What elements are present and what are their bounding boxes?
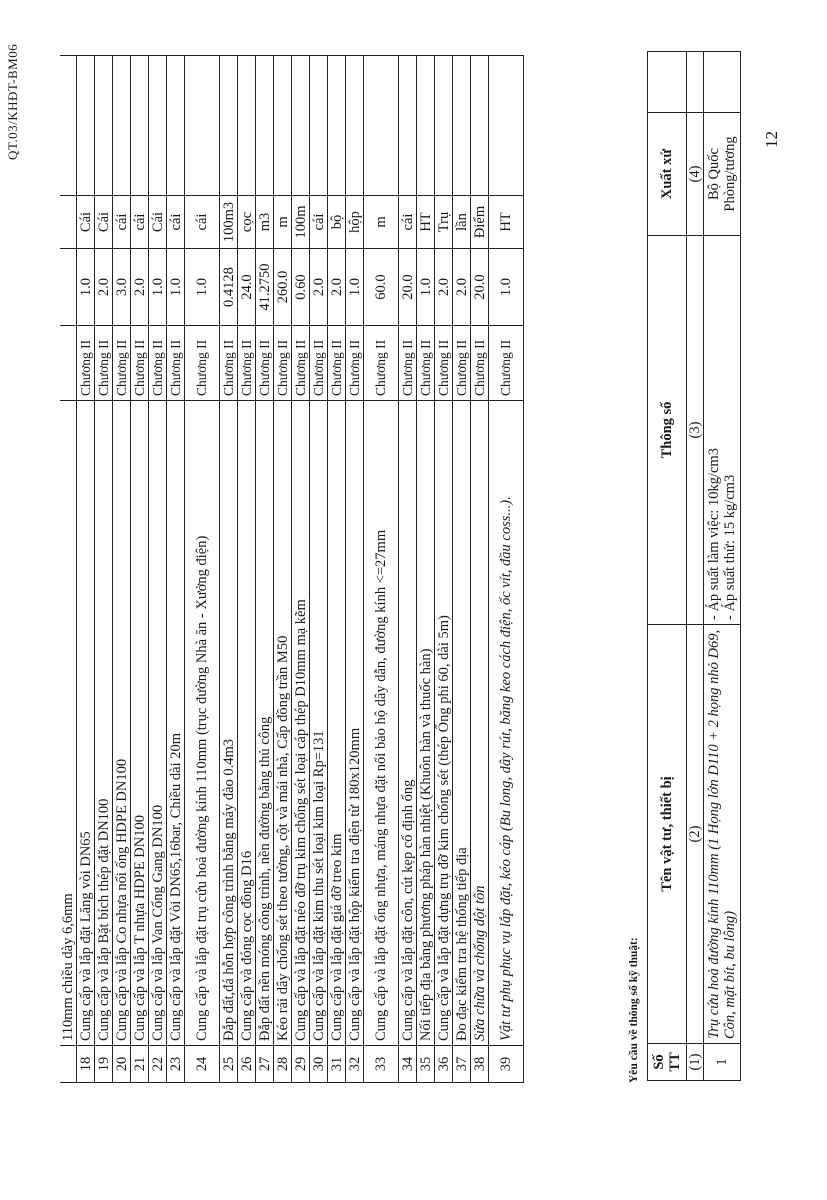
row-chapter: Chương II: [489, 326, 524, 401]
spec-row-param-1: - Áp suất làm việc: 10kg/cm3: [706, 448, 722, 620]
row-quantity: 60.0: [364, 249, 399, 326]
row-description: Cung cấp và đóng cọc đồng D16: [238, 401, 256, 1046]
row-chapter: Chương II: [435, 326, 453, 401]
row-number: 22: [149, 1046, 167, 1083]
row-number: 18: [77, 1046, 95, 1083]
row-unit: HT: [489, 196, 524, 249]
row-filler: [346, 56, 364, 196]
table-row: [328, 56, 346, 1083]
row-filler: [149, 56, 167, 196]
table-row: [453, 56, 471, 1083]
row-description: Cung cấp và lắp đặt dựng trụ đỡ kim chống sét (thép Ống phi 60, dài 5m): [435, 401, 453, 1046]
table-row: [238, 56, 256, 1083]
row-chapter: Chương II: [113, 326, 131, 401]
row-description: Cung cấp và lắp đặt néo đỡ trụ kim chống sét loại cáp thép D10mm mạ kẽm: [292, 401, 310, 1046]
row-filler: [131, 56, 149, 196]
row-quantity: 2.0: [453, 249, 471, 326]
row-description: Vật tư phụ phục vụ lắp đặt, kéo cáp (Bu long, dây rút, băng keo cách điện, ốc vít, đầu coss...).: [489, 401, 524, 1046]
table-row: [310, 56, 328, 1083]
row-chapter: Chương II: [328, 326, 346, 401]
spec-row-num: 1: [704, 1044, 741, 1081]
row-quantity: 2.0: [131, 249, 149, 326]
row-filler: [274, 56, 292, 196]
row-description: Đắp đất,đá hỗn hợp công trình bằng máy đào 0.4m3: [220, 401, 238, 1046]
spec-header-params: Thông số: [648, 236, 687, 625]
table-row: [149, 56, 167, 1083]
row-quantity: 260.0: [274, 249, 292, 326]
row-description: Kéo rải dây chống sét theo tường, cột và mái nhà, Cấp đồng trần M50: [274, 401, 292, 1046]
row-filler: [364, 56, 399, 196]
spec-row-origin: Bộ Quốc Phòng/tương: [704, 113, 741, 236]
table-row: [364, 56, 399, 1083]
row-number: 29: [292, 1046, 310, 1083]
row-unit: 100m3: [220, 196, 238, 249]
row-quantity: 2.0: [435, 249, 453, 326]
row-description: Cung cấp và lắp đặt ống nhựa, máng nhựa đặt nổi bảo hộ dây dẫn, đường kính <=27mm: [364, 401, 399, 1046]
row-quantity: 41.2750: [256, 249, 274, 326]
row-quantity: 1.0: [77, 249, 95, 326]
row-description: Cung cấp và lắp Van Cổng Gang DN100: [149, 401, 167, 1046]
row-chapter: Chương II: [149, 326, 167, 401]
row-chapter: Chương II: [167, 326, 185, 401]
row-quantity: 2.0: [328, 249, 346, 326]
spec-header-filler: [648, 52, 687, 113]
row-number: 25: [220, 1046, 238, 1083]
row-number: 37: [453, 1046, 471, 1083]
row-description: Sửa chữa và chống dột tôn: [471, 401, 489, 1046]
row-description: Nối tiếp địa bằng phương pháp hàn nhiệt (Khuôn hàn và thuốc hàn): [417, 401, 435, 1046]
row-description: Cung cấp và lắp Co nhựa nối ống HDPE DN100: [113, 401, 131, 1046]
row-description: Cung cấp và lắp đặt hộp kiểm tra điện từ 180x120mm: [346, 401, 364, 1046]
row-unit: m3: [256, 196, 274, 249]
row-unit: Cái: [95, 196, 113, 249]
row-number: 31: [328, 1046, 346, 1083]
row-filler: [453, 56, 471, 196]
row-description: Cung cấp và lắp đặt côn, cút kẹp cố định ống: [399, 401, 417, 1046]
document-code: QT.03/KHĐT-BM06: [5, 43, 20, 160]
row-filler: [489, 56, 524, 196]
spec-header-name: Tên vật tư, thiết bị: [648, 625, 687, 1044]
row-number: 34: [399, 1046, 417, 1083]
row-chapter: Chương II: [131, 326, 149, 401]
row-unit: cái: [185, 196, 220, 249]
row-filler: [167, 56, 185, 196]
row-quantity: 0.60: [292, 249, 310, 326]
row-quantity: 1.0: [417, 249, 435, 326]
table-row: [95, 56, 113, 1083]
row-unit: lần: [453, 196, 471, 249]
spec-index-filler: [687, 52, 704, 113]
row-number: 30: [310, 1046, 328, 1083]
row-number: 35: [417, 1046, 435, 1083]
row-filler: [185, 56, 220, 196]
row-description: Cung cấp và lắp T nhựa HDPE DN100: [131, 401, 149, 1046]
row-number: 38: [471, 1046, 489, 1083]
requirements-title: Yêu cầu về thông số kỹ thuật:: [628, 937, 640, 1083]
row-description: Đắp đất nền móng công trình, nền đường bằng thủ công: [256, 401, 274, 1046]
spec-index-1: (1): [687, 1044, 704, 1081]
row-number: 33: [364, 1046, 399, 1083]
row-unit: 100m: [292, 196, 310, 249]
table-row: [185, 56, 220, 1083]
table-row: [417, 56, 435, 1083]
spec-row-filler: [704, 52, 741, 113]
spec-index-row: [687, 52, 704, 1081]
row-number: 26: [238, 1046, 256, 1083]
row-unit: Cái: [149, 196, 167, 249]
row-chapter: Chương II: [256, 326, 274, 401]
row-description: 110mm chiều dày 6,6mm: [60, 401, 77, 1046]
row-chapter: Chương II: [292, 326, 310, 401]
row-quantity: [60, 249, 77, 326]
row-quantity: 1.0: [346, 249, 364, 326]
row-unit: cái: [167, 196, 185, 249]
table-row: [346, 56, 364, 1083]
spec-table: [647, 51, 741, 1081]
table-row: [113, 56, 131, 1083]
row-unit: [60, 196, 77, 249]
table-row: [220, 56, 238, 1083]
spec-row-name: Trụ cứu hoả đường kính 110mm (1 Họng lớn D110 + 2 họng nhỏ D69, Côn, mặt bít, bu lông): [704, 625, 741, 1044]
row-unit: Trụ: [435, 196, 453, 249]
table-row: [471, 56, 489, 1083]
row-unit: m: [364, 196, 399, 249]
table-row: [399, 56, 417, 1083]
row-chapter: Chương II: [346, 326, 364, 401]
row-chapter: Chương II: [185, 326, 220, 401]
table-row: [131, 56, 149, 1083]
spec-header-origin: Xuất xứ: [648, 113, 687, 236]
row-chapter: Chương II: [95, 326, 113, 401]
table-row: [292, 56, 310, 1083]
row-quantity: 20.0: [471, 249, 489, 326]
row-chapter: Chương II: [220, 326, 238, 401]
row-quantity: 1.0: [489, 249, 524, 326]
row-description: Cung cấp và lắp đặt Lăng vòi DN65: [77, 401, 95, 1046]
row-chapter: Chương II: [399, 326, 417, 401]
table-row: [256, 56, 274, 1083]
row-quantity: 0.4128: [220, 249, 238, 326]
row-number: 32: [346, 1046, 364, 1083]
row-unit: m: [274, 196, 292, 249]
row-description: Cung cấp và lắp đặt Vòi DN65,16bar, Chiều dài 20m: [167, 401, 185, 1046]
row-quantity: 2.0: [95, 249, 113, 326]
row-number: 36: [435, 1046, 453, 1083]
spec-index-2: (2): [687, 625, 704, 1044]
row-unit: cái: [113, 196, 131, 249]
row-filler: [310, 56, 328, 196]
spec-row-param-2: - Áp suất thử: 15 kg/cm3: [722, 474, 738, 620]
row-number: 39: [489, 1046, 524, 1083]
row-quantity: 3.0: [113, 249, 131, 326]
row-quantity: 24.0: [238, 249, 256, 326]
row-filler: [238, 56, 256, 196]
row-number: [60, 1046, 77, 1083]
row-filler: [60, 56, 77, 196]
row-unit: Cái: [77, 196, 95, 249]
table-row: [60, 56, 77, 1083]
row-chapter: Chương II: [274, 326, 292, 401]
row-unit: cái: [310, 196, 328, 249]
row-chapter: Chương II: [453, 326, 471, 401]
row-chapter: Chương II: [238, 326, 256, 401]
spec-header-num: Số TT: [648, 1044, 687, 1081]
row-quantity: 20.0: [399, 249, 417, 326]
row-filler: [471, 56, 489, 196]
row-chapter: Chương II: [417, 326, 435, 401]
row-number: 28: [274, 1046, 292, 1083]
spec-index-4: (4): [687, 113, 704, 236]
row-filler: [292, 56, 310, 196]
spec-row-params: [704, 236, 741, 625]
table-row: [77, 56, 95, 1083]
row-unit: hộp: [346, 196, 364, 249]
row-description: Cung cấp và lắp Bặt bích thép đặt DN100: [95, 401, 113, 1046]
row-quantity: 1.0: [185, 249, 220, 326]
row-chapter: Chương II: [310, 326, 328, 401]
row-quantity: 1.0: [167, 249, 185, 326]
row-number: 23: [167, 1046, 185, 1083]
table-row: [274, 56, 292, 1083]
table-row: [489, 56, 524, 1083]
row-unit: HT: [417, 196, 435, 249]
row-number: 20: [113, 1046, 131, 1083]
row-description: Cung cấp và lắp đặt kim thu sét loại kim loại Rp=131: [310, 401, 328, 1046]
row-number: 21: [131, 1046, 149, 1083]
row-number: 24: [185, 1046, 220, 1083]
row-description: Cung cấp và lắp đặt trụ cứu hoả đường kính 110mm (trục đường Nhà ăn - Xưởng điện): [185, 401, 220, 1046]
spec-row: [704, 52, 741, 1081]
row-filler: [113, 56, 131, 196]
row-chapter: Chương II: [364, 326, 399, 401]
row-number: 19: [95, 1046, 113, 1083]
row-chapter: Chương II: [471, 326, 489, 401]
row-unit: Điểm: [471, 196, 489, 249]
row-filler: [256, 56, 274, 196]
table-row: [167, 56, 185, 1083]
row-unit: bộ: [328, 196, 346, 249]
row-filler: [328, 56, 346, 196]
row-chapter: [60, 326, 77, 401]
row-number: 27: [256, 1046, 274, 1083]
row-filler: [417, 56, 435, 196]
row-filler: [77, 56, 95, 196]
row-unit: cọc: [238, 196, 256, 249]
spec-index-3: (3): [687, 236, 704, 625]
work-items-table: [60, 55, 524, 1083]
row-unit: cái: [131, 196, 149, 249]
row-quantity: 1.0: [149, 249, 167, 326]
row-chapter: Chương II: [77, 326, 95, 401]
row-unit: cái: [399, 196, 417, 249]
row-quantity: 2.0: [310, 249, 328, 326]
row-filler: [95, 56, 113, 196]
row-filler: [399, 56, 417, 196]
row-description: Cung cấp và lắp đặt giá đỡ treo kim: [328, 401, 346, 1046]
row-filler: [220, 56, 238, 196]
table-row: [435, 56, 453, 1083]
spec-header-row: [648, 52, 687, 1081]
row-filler: [435, 56, 453, 196]
row-description: Đo đạc kiểm tra hệ thống tiếp địa: [453, 401, 471, 1046]
page-number: 12: [762, 131, 781, 148]
